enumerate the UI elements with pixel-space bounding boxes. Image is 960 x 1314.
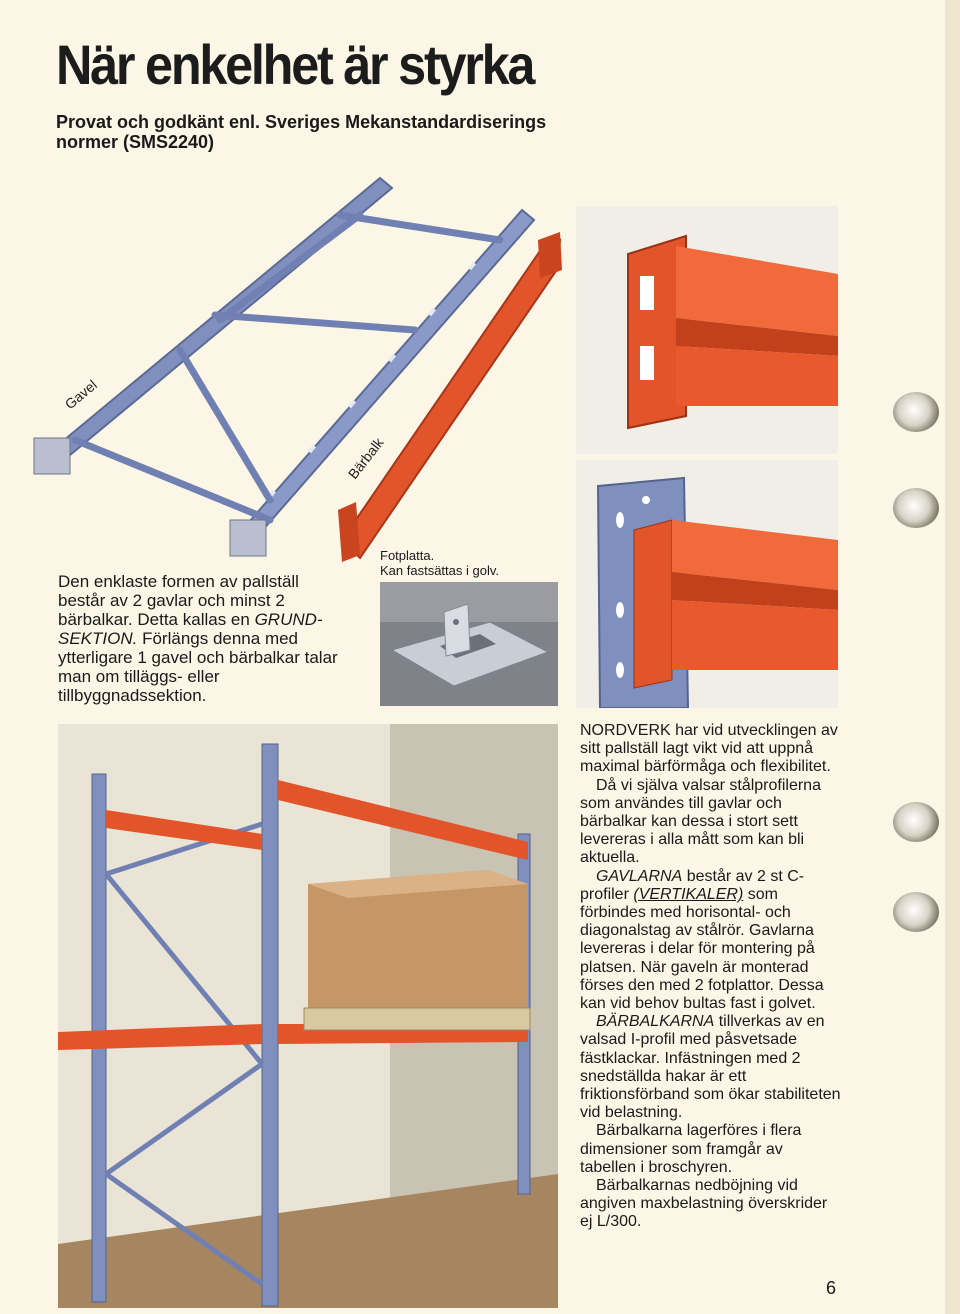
upright-beam-photo	[576, 460, 838, 708]
binder-hole	[893, 892, 939, 932]
page-number: 6	[826, 1278, 837, 1298]
beam-label: Bärbalk	[344, 434, 387, 482]
body-text-span: tillverkas av en valsad I-profil med påsvetsade fästklackar. Infästningen med 2 snedställda hakar är ett friktionsförband som ökar stabiliteten vid belastning.	[580, 1013, 841, 1122]
body-paragraph: NORDVERK har vid utvecklingen av sitt pallställ lagt vikt vid att uppnå maximal bärförmåga och flexibilitet.	[580, 722, 838, 776]
body-paragraph: Bärbalkarna lagerföres i flera dimensioner som framgår av tabellen i broschyren.	[580, 1122, 802, 1176]
intro-text: Den enklaste formen av pallställ består av 2 gavlar och minst 2 bärbalkar. Detta kallas en	[58, 572, 299, 629]
frame-label: Gavel	[61, 376, 100, 413]
intro-paragraph	[58, 572, 348, 705]
body-paragraph	[580, 1013, 842, 1122]
body-paragraph: Bärbalkarnas nedböjning vid angiven maxbelastning överskrider ej L/300.	[580, 1177, 828, 1231]
intro-text-continued: Förlängs denna med ytterligare 1 gavel och bärbalkar talar man om tilläggs- eller tillbyggnadssektion.	[58, 629, 338, 705]
beam-connector-photo	[576, 206, 838, 454]
footplate-caption	[380, 548, 560, 578]
paper-edge	[945, 0, 960, 1314]
page-subtitle: Provat och godkänt enl. Sveriges Mekanstandardiserings normer (SMS2240)	[56, 112, 547, 152]
body-text-span: som förbindes med horisontal- och diagonalstag av stålrör. Gavlarna levereras i delar för montering på platsen. När gaveln är monterad förses den med 2 fotplattor. Dessa kan vid behov bultas fast i golvet.	[580, 885, 824, 1013]
body-text	[580, 722, 842, 1232]
body-emphasis: (VERTIKALER)	[633, 885, 744, 903]
body-text-span: består av 2 st C-profiler	[580, 867, 805, 903]
frame-and-beam-illustration	[20, 170, 580, 570]
binder-hole	[893, 802, 939, 842]
binder-hole	[893, 392, 939, 432]
caption-line: Fotplatta.	[380, 548, 435, 563]
page-title: När enkelhet är styrka	[56, 33, 534, 96]
body-emphasis: GAVLARNA	[596, 867, 683, 885]
footplate-photo	[380, 582, 558, 706]
pallet-rack-photo	[58, 724, 558, 1308]
body-paragraph: Då vi själva valsar stålprofilerna som användes till gavlar och bärbalkar kan dessa i stort sett levereras i alla mått som kan bli aktuella.	[580, 776, 821, 867]
intro-emphasis: GRUND-SEKTION.	[58, 610, 323, 648]
binder-hole	[893, 488, 939, 528]
caption-line: Kan fastsättas i golv.	[380, 563, 499, 578]
body-paragraph	[580, 868, 842, 1014]
body-emphasis: BÄRBALKARNA	[596, 1013, 715, 1031]
